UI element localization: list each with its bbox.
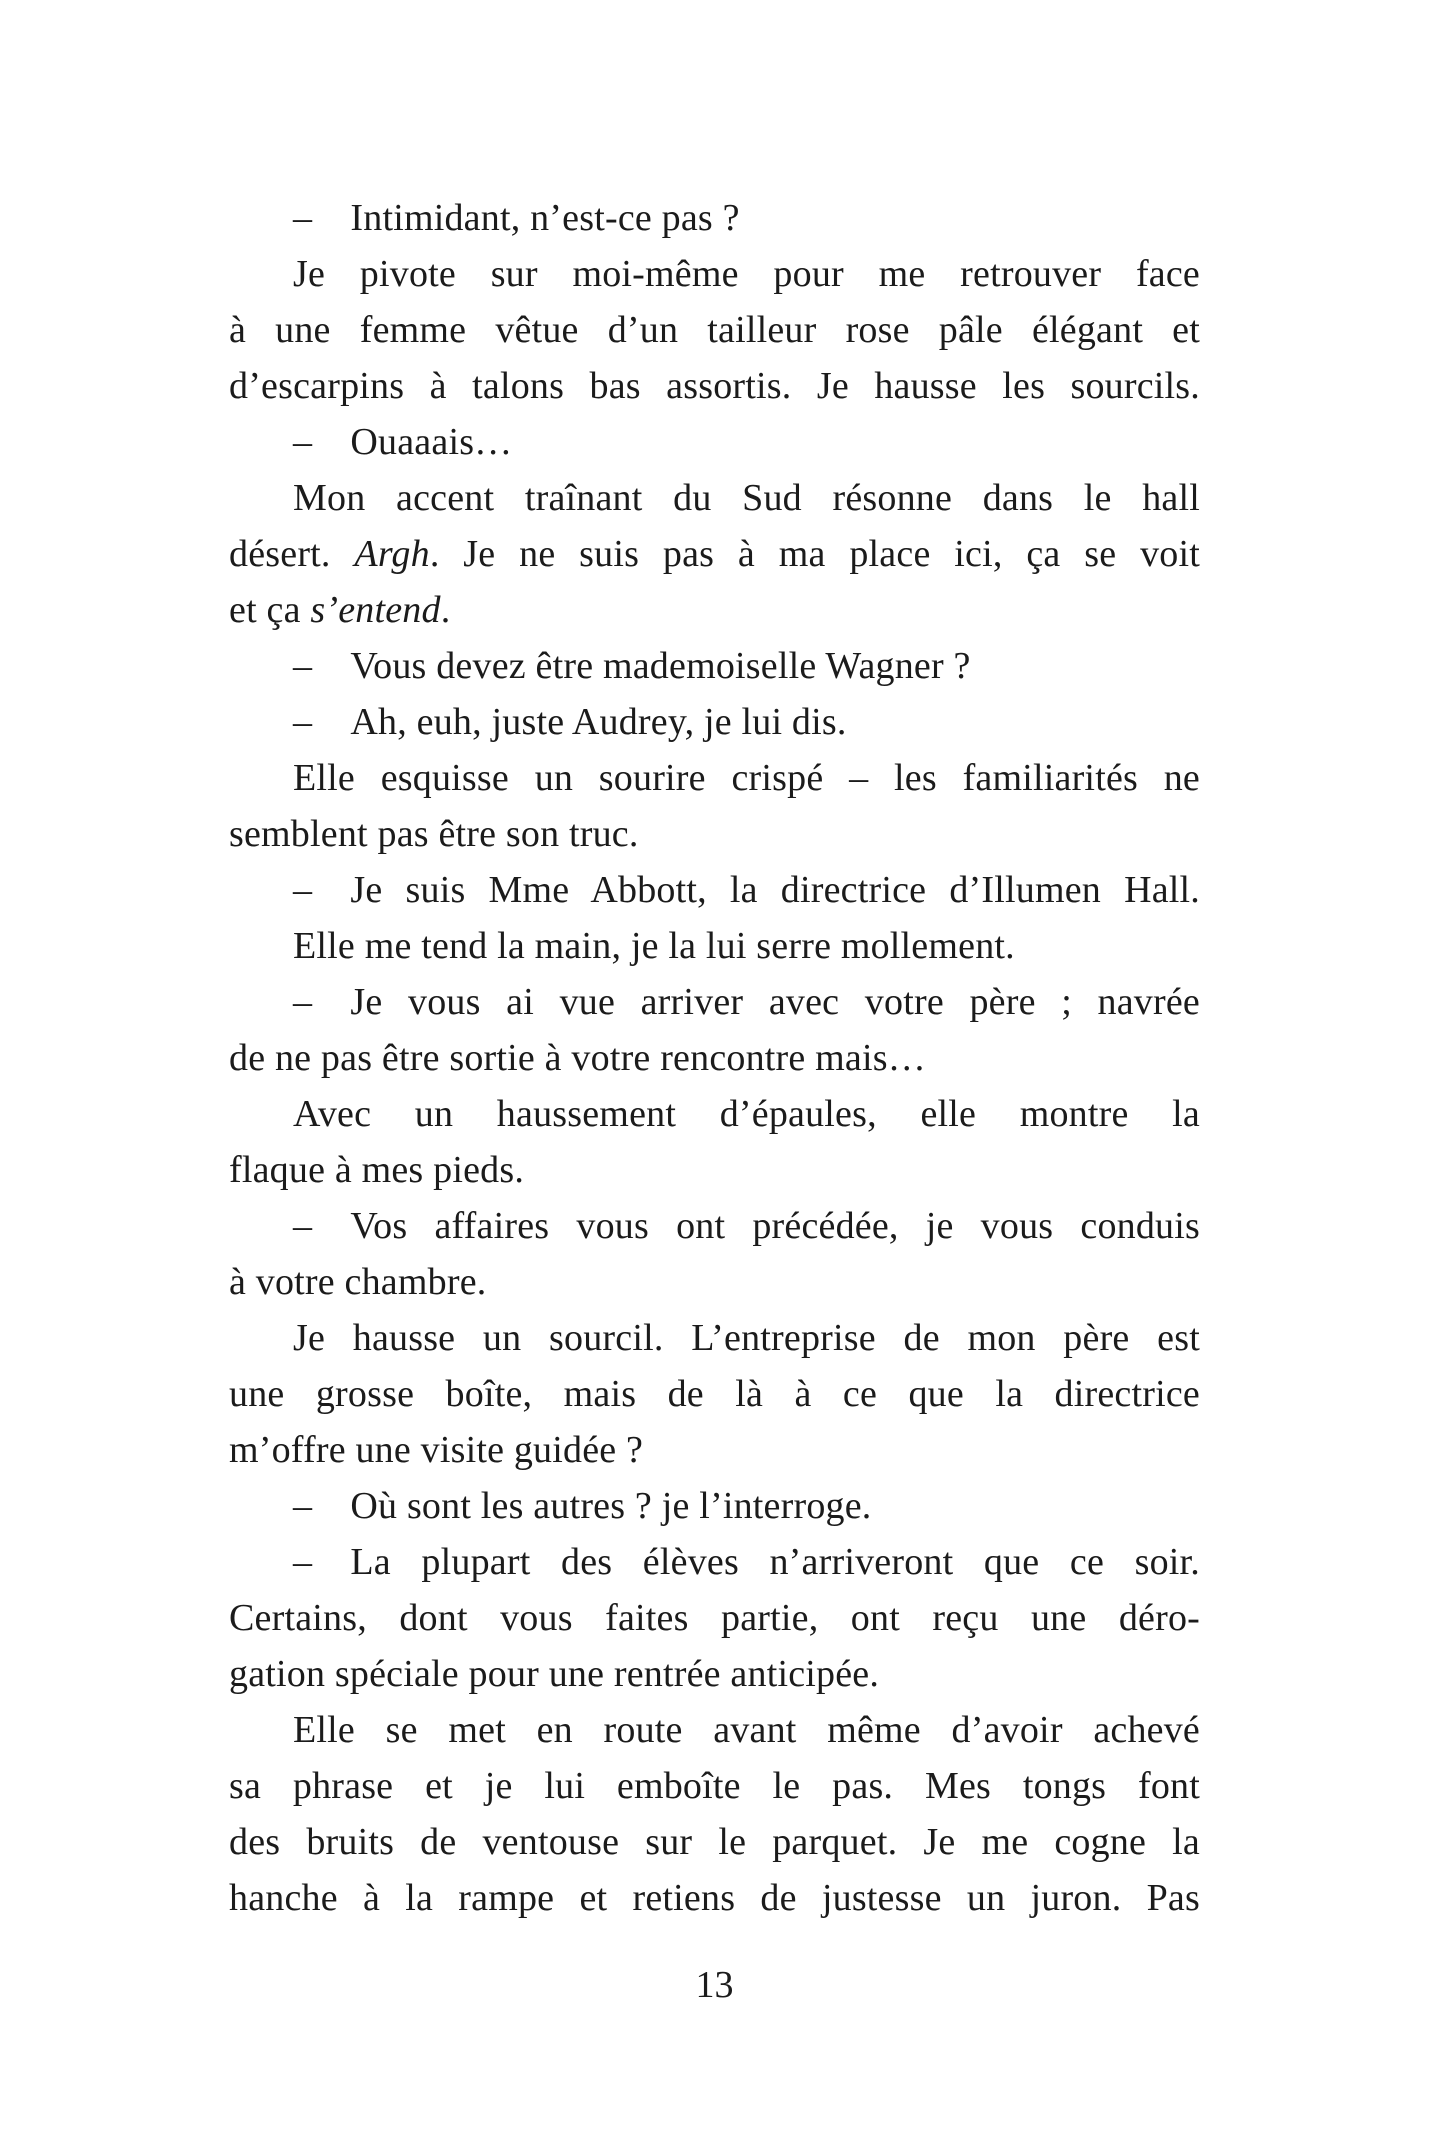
text-line [229,358,1200,414]
text-line [229,1534,1200,1590]
page-number: 13 [695,1964,734,2006]
text-segment: gation spéciale pour une rentrée anticipée. [229,1653,880,1695]
text-line [229,526,1200,582]
paragraph [229,638,1200,694]
paragraph [229,694,1200,750]
text-line [229,414,1200,470]
text-line [229,918,1200,974]
text-segment: – Où sont les autres ? je l’interroge. [293,1485,872,1527]
text-segment: Mon accent traînant du Sud résonne dans le hall [293,477,1200,519]
text-line [229,1702,1200,1758]
paragraph [229,750,1200,862]
text-line [229,1646,1200,1702]
paragraph [229,470,1200,638]
text-line [229,638,1200,694]
text-segment: – La plupart des élèves n’arriveront que ce soir. [293,1541,1200,1583]
text-line [229,246,1200,302]
paragraph [229,974,1200,1086]
italic-text-segment: s’entend [310,589,441,631]
text-segment: Avec un haussement d’épaules, elle montre la [293,1093,1200,1135]
text-segment: Elle esquisse un sourire crispé – les familiarités ne [293,757,1200,799]
text-line [229,582,1200,638]
text-segment: – Ah, euh, juste Audrey, je lui dis. [293,701,847,743]
text-segment: Je pivote sur moi-même pour me retrouver face [293,253,1200,295]
text-segment: . [440,589,451,631]
text-segment: et ça [229,589,311,631]
text-line [229,974,1200,1030]
text-line [229,862,1200,918]
text-segment: – Je suis Mme Abbott, la directrice d’Illumen Hall. [293,869,1200,911]
text-line [229,694,1200,750]
paragraph [229,918,1200,974]
text-segment: Certains, dont vous faites partie, ont reçu une déro- [229,1597,1200,1639]
text-line [229,1870,1200,1926]
text-segment: à votre chambre. [229,1261,487,1303]
text-segment: désert. [229,533,355,575]
text-segment: flaque à mes pieds. [229,1149,525,1191]
text-line [229,302,1200,358]
text-segment: – Je vous ai vue arriver avec votre père ; navrée [293,981,1200,1023]
paragraph [229,246,1200,414]
text-segment: Elle me tend la main, je la lui serre mollement. [293,925,1015,967]
italic-text-segment: Argh [354,533,430,575]
text-line [229,1758,1200,1814]
paragraph [229,1534,1200,1702]
text-segment: à une femme vêtue d’un tailleur rose pâle élégant et [229,309,1200,351]
paragraph [229,1310,1200,1478]
text-segment: sa phrase et je lui emboîte le pas. Mes tongs font [229,1765,1200,1807]
text-segment: . Je ne suis pas à ma place ici, ça se voit [429,533,1200,575]
paragraph [229,1702,1200,1926]
text-segment: Je hausse un sourcil. L’entreprise de mon père est [293,1317,1200,1359]
text-segment: semblent pas être son truc. [229,813,639,855]
text-segment: de ne pas être sortie à votre rencontre mais… [229,1037,926,1079]
text-line [229,1254,1200,1310]
text-line [229,806,1200,862]
text-block [229,190,1200,1926]
text-line [229,1478,1200,1534]
paragraph [229,1198,1200,1310]
text-segment: – Vous devez être mademoiselle Wagner ? [293,645,971,687]
text-segment: m’offre une visite guidée ? [229,1429,644,1471]
paragraph [229,414,1200,470]
text-line [229,1198,1200,1254]
text-line [229,1366,1200,1422]
text-segment: des bruits de ventouse sur le parquet. Je me cogne la [229,1821,1200,1863]
text-segment: d’escarpins à talons bas assortis. Je hausse les sourcils. [229,365,1200,407]
text-line [229,1142,1200,1198]
text-line [229,750,1200,806]
paragraph [229,862,1200,918]
text-segment: une grosse boîte, mais de là à ce que la directrice [229,1373,1200,1415]
text-line [229,1030,1200,1086]
text-line [229,470,1200,526]
text-line [229,1422,1200,1478]
paragraph [229,190,1200,246]
text-segment: – Vos affaires vous ont précédée, je vous conduis [293,1205,1200,1247]
text-line [229,190,1200,246]
text-segment: hanche à la rampe et retiens de justesse un juron. Pas [229,1877,1200,1919]
text-line [229,1310,1200,1366]
text-line [229,1814,1200,1870]
text-line [229,1086,1200,1142]
paragraph [229,1086,1200,1198]
paragraph [229,1478,1200,1534]
text-segment: – Ouaaais… [293,421,513,463]
text-segment: – Intimidant, n’est-ce pas ? [293,197,740,239]
text-line [229,1590,1200,1646]
text-segment: Elle se met en route avant même d’avoir achevé [293,1709,1200,1751]
